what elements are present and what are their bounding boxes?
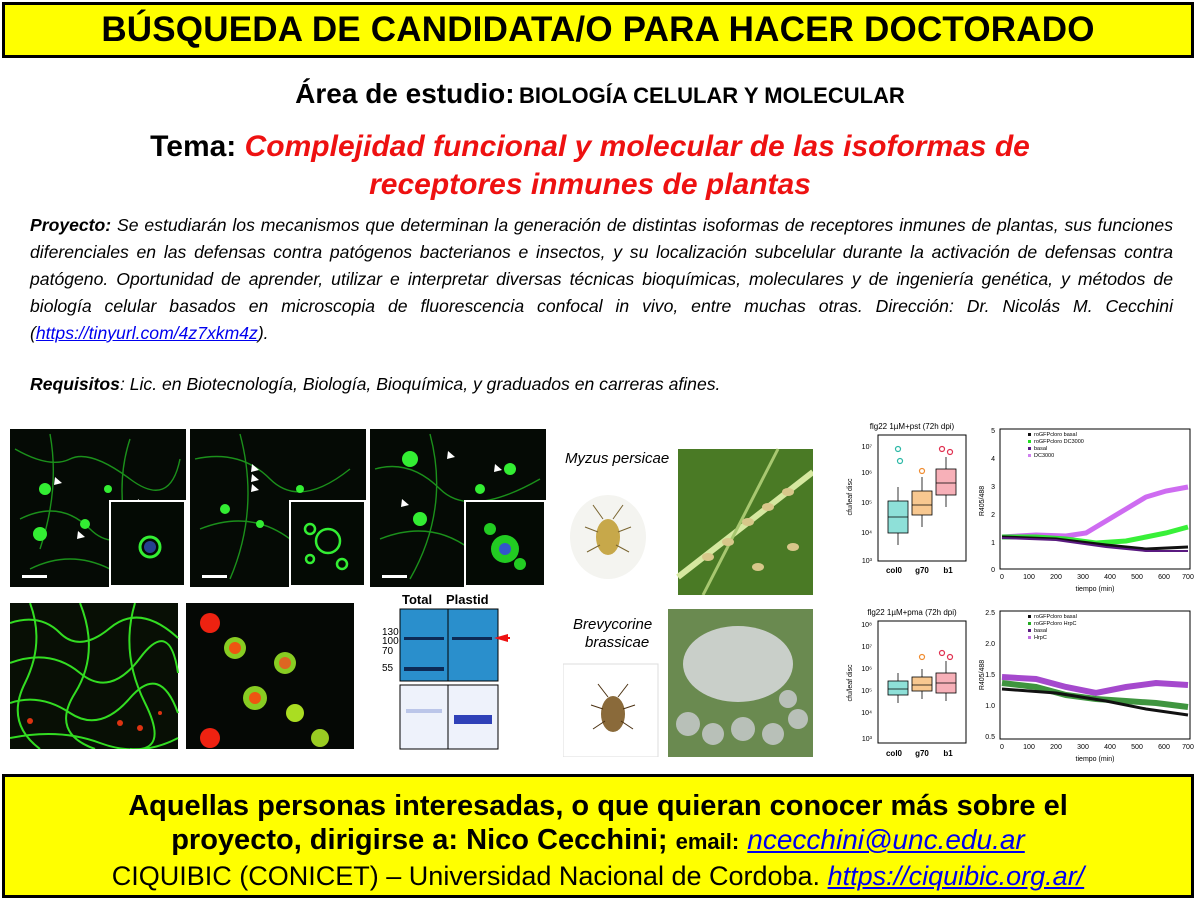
lc2-xtick-1: 100 xyxy=(1023,744,1035,751)
wb-marker-100: 100 xyxy=(382,636,399,647)
insect-panel-brevicoryne xyxy=(563,609,813,757)
bp2-cat-col0: col0 xyxy=(885,749,903,758)
lc2-ylabel: R405/488 xyxy=(979,659,986,691)
email-label: email: xyxy=(675,829,740,854)
bp2-ytick-5: 10³ xyxy=(861,736,872,743)
lc1-ytick-0: 5 xyxy=(991,428,995,435)
line-chart-hrpc xyxy=(976,603,1196,768)
microscopy-bottom-row xyxy=(10,603,358,749)
line-chart-dc3000 xyxy=(976,421,1196,596)
contact-line3 xyxy=(5,859,1191,893)
insect1-name: Myzus persicae xyxy=(565,450,670,467)
lc2-xtick-0: 0 xyxy=(1000,744,1004,751)
bp2-cat-b1: b1 xyxy=(943,749,953,758)
lc1-ytick-4: 1 xyxy=(991,540,995,547)
bp1-cat-col0: col0 xyxy=(885,566,903,575)
bp2-ytick-3: 10⁵ xyxy=(861,688,872,695)
lc2-xtick-2: 200 xyxy=(1050,744,1062,751)
lc2-xlabel: tiempo (min) xyxy=(1075,756,1115,763)
lc2-xtick-4: 400 xyxy=(1104,744,1116,751)
insect2-name-line1: Brevycorine xyxy=(573,616,653,633)
wb-lane-plastid: Plastid xyxy=(446,592,489,607)
lc1-ylabel: R405/488 xyxy=(979,485,986,517)
website-link[interactable]: https://ciquibic.org.ar/ xyxy=(827,861,1085,891)
topic-title-line2: receptores inmunes de plantas xyxy=(369,168,811,201)
lc2-legend-3: HrpC xyxy=(1034,635,1047,641)
lc1-legend-2: basal xyxy=(1034,446,1048,452)
wb-marker-70: 70 xyxy=(382,646,394,657)
lc1-xlabel: tiempo (min) xyxy=(1075,586,1115,593)
lc2-xtick-6: 600 xyxy=(1158,744,1170,751)
bp1-ytick-3: 10⁴ xyxy=(861,530,872,537)
bp2-ytick-2: 10⁶ xyxy=(861,666,872,673)
insect2-name-line2: brassicae xyxy=(585,634,650,651)
lc1-xtick-6: 600 xyxy=(1158,574,1170,581)
contact-name: proyecto, dirigirse a: Nico Cecchini; xyxy=(171,824,668,856)
requirements-label: Requisitos xyxy=(30,374,120,394)
lc2-ytick-3: 1.0 xyxy=(985,703,995,710)
topic-label: Tema: xyxy=(150,130,237,163)
lc2-legend-2: basal xyxy=(1034,628,1048,634)
contact-line2 xyxy=(5,823,1191,859)
boxplot2-title: flg22 1µM+pma (72h dpi) xyxy=(867,608,957,617)
lc1-xtick-3: 300 xyxy=(1077,574,1089,581)
lc1-legend-1: roGFPcloro DC3000 xyxy=(1034,439,1084,445)
microscopy-top-row xyxy=(10,429,546,587)
lc2-ytick-1: 2.0 xyxy=(985,641,995,648)
page-title: BÚSQUEDA DE CANDIDATA/O PARA HACER DOCTORADO xyxy=(101,10,1095,49)
contact-line1: Aquellas personas interesadas, o que quieran conocer más sobre el xyxy=(128,790,1068,822)
bp1-ytick-4: 10³ xyxy=(861,558,872,565)
lc1-ytick-2: 3 xyxy=(991,484,995,491)
bp1-cat-b1: b1 xyxy=(943,566,953,575)
project-description xyxy=(30,212,1173,347)
lc2-ytick-4: 0.5 xyxy=(985,734,995,741)
header-banner xyxy=(2,2,1194,58)
lc2-xtick-3: 300 xyxy=(1077,744,1089,751)
project-text: Se estudiarán los mecanismos que determinan la generación de distintas isoformas de receptores inmunes de plantas, sus funciones diferenciales en las defensas contra patógenos bacterianos e insectos, y su localización subcelular durante la activación de defensas contra patógeno. Oportunidad de aprender, utilizar e interpretar diversas técnicas bioquímicas, moleculares y de ingeniería genética, y métodos de biología celular basados en microscopia de fluorescencia confocal in vivo, entre muchas otras. Dirección: Dr. Nicolás M. Cecchini ( xyxy=(30,215,1173,343)
bp1-ytick-2: 10⁵ xyxy=(861,500,872,507)
boxplot1-title: flg22 1µM+pst (72h dpi) xyxy=(869,422,955,431)
topic-title-line1: Complejidad funcional y molecular de las isoformas de xyxy=(244,130,1030,163)
wb-lane-total: Total xyxy=(402,592,433,607)
study-area-label: Área de estudio: xyxy=(295,78,515,109)
lc1-ytick-3: 2 xyxy=(991,512,995,519)
bp1-ylabel: cfu/leaf disc xyxy=(847,478,854,516)
bp2-ytick-4: 10⁴ xyxy=(861,710,872,717)
lc2-ytick-2: 1.5 xyxy=(985,672,995,679)
requirements-text: : Lic. en Biotecnología, Biología, Bioquímica, y graduados en carreras afines. xyxy=(119,374,721,394)
lc1-xtick-0: 0 xyxy=(1000,574,1004,581)
contact-banner xyxy=(2,774,1194,898)
lc1-ytick-5: 0 xyxy=(991,567,995,574)
lc2-xtick-7: 700 xyxy=(1182,744,1194,751)
lc1-legend-3: DC3000 xyxy=(1034,453,1055,459)
project-label: Proyecto: xyxy=(30,215,112,235)
project-tail: ). xyxy=(257,323,269,343)
bp1-ytick-1: 10⁶ xyxy=(861,470,872,477)
lc1-xtick-4: 400 xyxy=(1104,574,1116,581)
bp1-cat-g70: g70 xyxy=(915,566,929,575)
bp1-ytick-0: 10⁷ xyxy=(861,444,872,451)
director-link[interactable]: https://tinyurl.com/4z7xkm4z xyxy=(35,323,258,343)
bp2-ytick-1: 10⁷ xyxy=(861,644,872,651)
figure-collage xyxy=(10,417,1193,770)
lc1-xtick-7: 700 xyxy=(1182,574,1194,581)
lc2-legend-1: roGFPcloro HrpC xyxy=(1034,621,1077,627)
lc2-ytick-0: 2.5 xyxy=(985,610,995,617)
topic xyxy=(90,128,1090,204)
wb-marker-55: 55 xyxy=(382,663,394,674)
wb-marker-130: 130 xyxy=(382,627,399,638)
lc1-xtick-1: 100 xyxy=(1023,574,1035,581)
bp2-ytick-0: 10⁸ xyxy=(861,622,872,629)
lc1-xtick-5: 500 xyxy=(1131,574,1143,581)
boxplot-pma xyxy=(842,603,972,763)
lc2-xtick-5: 500 xyxy=(1131,744,1143,751)
lc1-legend-0: roGFPcloro basal xyxy=(1034,432,1077,438)
email-link[interactable]: ncecchini@unc.edu.ar xyxy=(747,824,1025,855)
western-blot xyxy=(382,591,510,753)
lc2-legend-0: roGFPcloro basal xyxy=(1034,614,1077,620)
lc1-ytick-1: 4 xyxy=(991,456,995,463)
requirements xyxy=(30,372,1173,396)
bp2-cat-g70: g70 xyxy=(915,749,929,758)
insect-panel-myzus xyxy=(563,437,813,595)
boxplot-pst xyxy=(842,417,972,582)
institution: CIQUIBIC (CONICET) – Universidad Nacional de Cordoba. xyxy=(111,861,821,891)
study-area xyxy=(0,78,1200,110)
study-area-value: BIOLOGÍA CELULAR Y MOLECULAR xyxy=(519,83,905,108)
bp2-ylabel: cfu/leaf disc xyxy=(847,664,854,702)
lc1-xtick-2: 200 xyxy=(1050,574,1062,581)
